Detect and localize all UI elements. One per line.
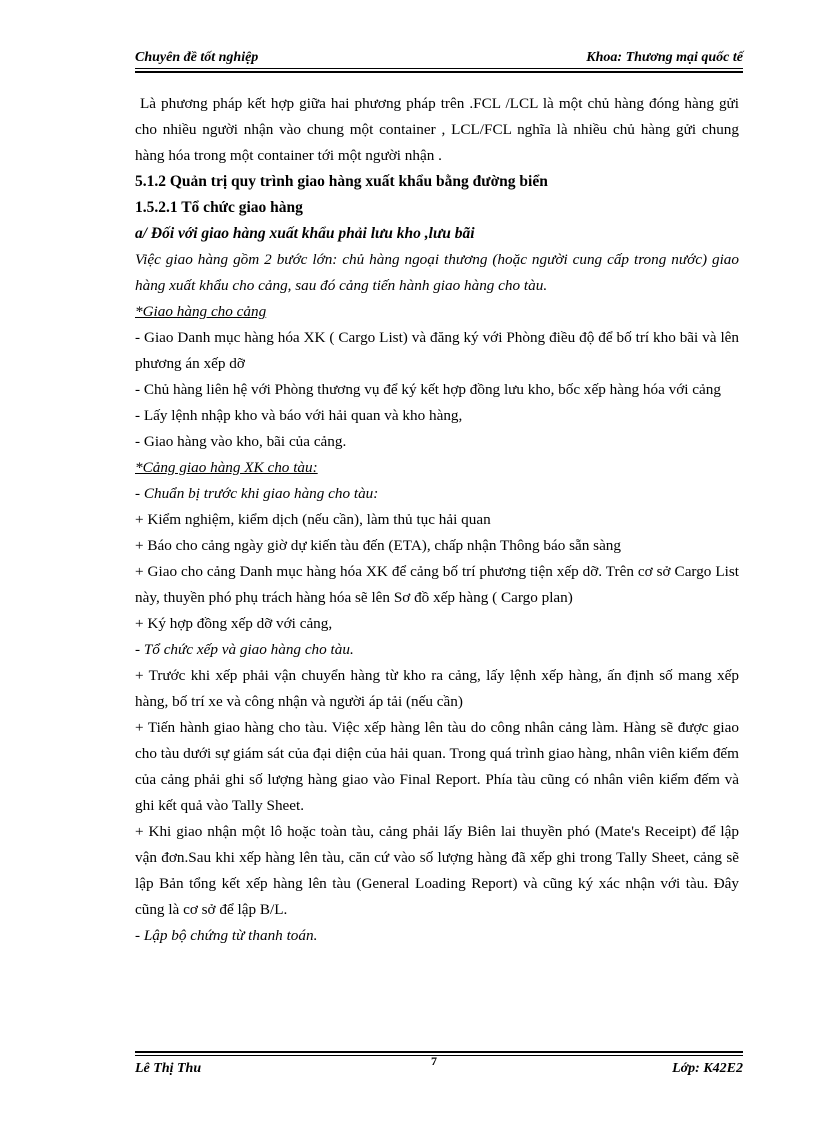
list-item: + Giao cho cảng Danh mục hàng hóa XK để cảng bố trí phương tiện xếp dỡ. Trên cơ sở Cargo List này, thuyền phó phụ trách hàng hóa sẽ lên Sơ đồ xếp hàng ( Cargo plan) xyxy=(135,563,739,606)
footer-class: Lớp: K42E2 xyxy=(672,1061,743,1076)
footer-author: Lê Thị Thu xyxy=(135,1061,202,1076)
list-item: - Giao hàng vào kho, bãi của cảng. xyxy=(135,433,347,450)
list-item: - Lấy lệnh nhập kho và báo với hải quan và kho hàng, xyxy=(135,407,463,424)
header-rule xyxy=(135,68,743,69)
list-heading-prepare: - Chuẩn bị trước khi giao hàng cho tàu: xyxy=(135,485,379,502)
page-body xyxy=(135,91,739,949)
list-item: + Kiểm nghiệm, kiểm dịch (nếu cần), làm thủ tục hải quan xyxy=(135,511,491,528)
page-number: 7 xyxy=(431,1054,437,1068)
page-header xyxy=(135,48,743,70)
subheading-a: a/ Đối với giao hàng xuất khẩu phải lưu kho ,lưu bãi xyxy=(135,225,475,242)
list-item: - Giao Danh mục hàng hóa XK ( Cargo List) và đăng ký với Phòng điều độ để bố trí kho bãi và lên phương án xếp dỡ xyxy=(135,329,739,372)
header-document-title: Chuyên đề tốt nghiệp xyxy=(135,50,259,65)
subtopic-port-delivery: *Giao hàng cho cảng xyxy=(135,303,267,320)
list-item: + Tiến hành giao hàng cho tàu. Việc xếp hàng lên tàu do công nhân cảng làm. Hàng sẽ được giao cho tàu dưới sự giám sát của đại diện của hải quan. Trong quá trình giao hàng, nhân viên kiểm đếm của cảng phải ghi số lượng hàng giao vào Final Report. Phía tàu cũng có nhân viên kiểm đếm và ghi kết quả vào Tally Sheet. xyxy=(135,719,739,814)
overview-paragraph: Việc giao hàng gồm 2 bước lớn: chủ hàng ngoại thương (hoặc người cung cấp trong nước) giao hàng xuất khẩu cho cảng, sau đó cảng tiến hành giao hàng cho tàu. xyxy=(135,251,739,294)
list-item: + Khi giao nhận một lô hoặc toàn tàu, cảng phải lấy Biên lai thuyền phó (Mate's Receipt) để lập vận đơn.Sau khi xếp hàng lên tàu, căn cứ vào số lượng hàng đã xếp ghi trong Tally Sheet, cảng sẽ lập Bản tổng kết xếp hàng lên tàu (General Loading Report) và cũng ký xác nhận với tàu. Đây cũng là cơ sở để lập B/L. xyxy=(135,823,739,918)
page-footer xyxy=(135,1051,743,1081)
list-item: + Trước khi xếp phải vận chuyển hàng từ kho ra cảng, lấy lệnh xếp hàng, ấn định số mang xếp hàng, bố trí xe và công nhận và người áp tải (nếu cần) xyxy=(135,667,739,710)
header-faculty: Khoa: Thương mại quốc tế xyxy=(586,50,743,65)
list-heading-payment: - Lập bộ chứng từ thanh toán. xyxy=(135,927,318,944)
list-item: - Chủ hàng liên hệ với Phòng thương vụ để ký kết hợp đồng lưu kho, bốc xếp hàng hóa với cảng xyxy=(135,381,721,398)
subsection-heading: 1.5.2.1 Tổ chức giao hàng xyxy=(135,199,303,216)
footer-rule-thick xyxy=(135,1051,743,1053)
intro-paragraph: Là phương pháp kết hợp giữa hai phương pháp trên .FCL /LCL là một chủ hàng đóng hàng gửi cho nhiều người nhận vào chung một container , LCL/FCL nghĩa là nhiều chủ hàng gửi chung hàng hóa trong một container tới một người nhận . xyxy=(135,95,739,164)
section-heading: 5.1.2 Quản trị quy trình giao hàng xuất khẩu bằng đường biển xyxy=(135,173,548,190)
subtopic-ship-delivery: *Cảng giao hàng XK cho tàu: xyxy=(135,459,318,476)
footer-rule xyxy=(135,1055,743,1056)
header-rule-thick xyxy=(135,71,743,73)
list-heading-loading: - Tổ chức xếp và giao hàng cho tàu. xyxy=(135,641,354,658)
list-item: + Báo cho cảng ngày giờ dự kiến tàu đến (ETA), chấp nhận Thông báo sẵn sàng xyxy=(135,537,621,554)
list-item: + Ký hợp đồng xếp dỡ với cảng, xyxy=(135,615,333,632)
